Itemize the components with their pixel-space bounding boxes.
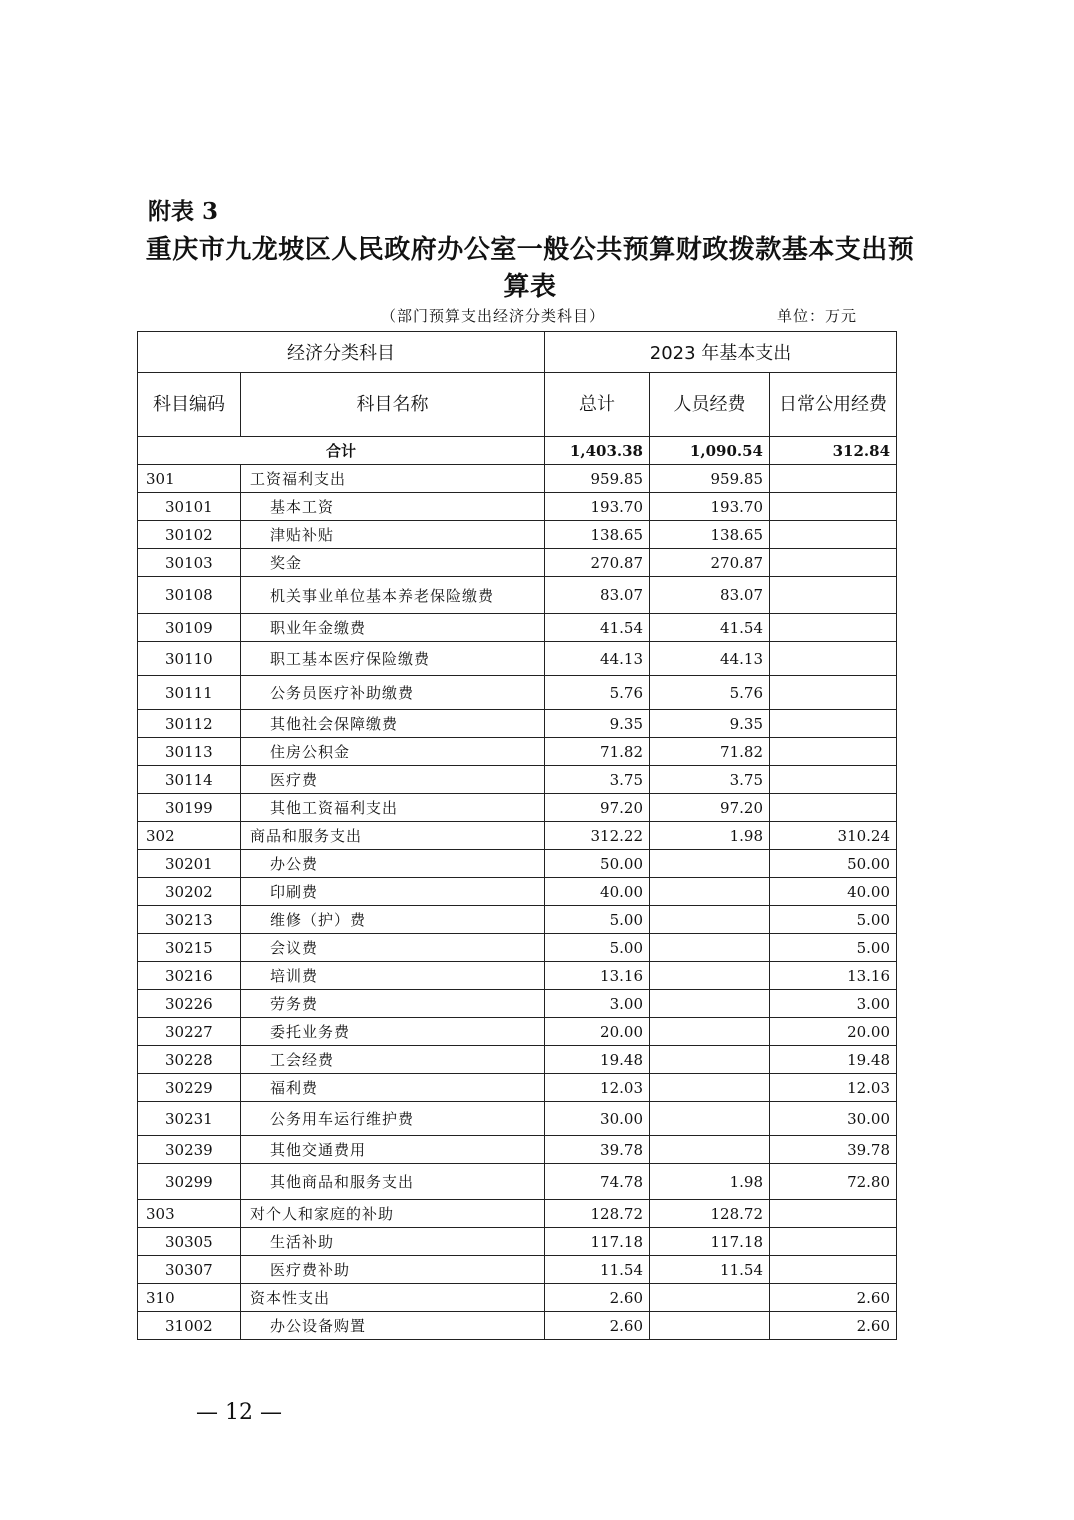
row-public: 19.48 — [770, 1046, 897, 1074]
row-total: 74.78 — [545, 1164, 650, 1200]
row-public: 13.16 — [770, 962, 897, 990]
row-total: 9.35 — [545, 710, 650, 738]
row-name: 委托业务费 — [241, 1018, 545, 1046]
row-code: 30108 — [138, 577, 241, 614]
row-public: 310.24 — [770, 822, 897, 850]
row-name: 办公费 — [241, 850, 545, 878]
row-personnel — [650, 1102, 770, 1136]
row-personnel — [650, 990, 770, 1018]
total-row — [138, 437, 897, 465]
row-total: 128.72 — [545, 1200, 650, 1228]
row-total: 117.18 — [545, 1228, 650, 1256]
row-personnel: 41.54 — [650, 614, 770, 642]
table-row — [138, 1018, 897, 1046]
row-public: 50.00 — [770, 850, 897, 878]
row-name: 会议费 — [241, 934, 545, 962]
row-name: 基本工资 — [241, 493, 545, 521]
header-econ-class: 经济分类科目 — [138, 332, 545, 373]
row-personnel — [650, 962, 770, 990]
row-personnel — [650, 1284, 770, 1312]
row-personnel — [650, 850, 770, 878]
row-name: 公务员医疗补助缴费 — [241, 676, 545, 710]
table-row — [138, 676, 897, 710]
row-total: 40.00 — [545, 878, 650, 906]
row-personnel: 193.70 — [650, 493, 770, 521]
row-total: 5.76 — [545, 676, 650, 710]
row-code: 30102 — [138, 521, 241, 549]
table-row — [138, 962, 897, 990]
row-code: 30227 — [138, 1018, 241, 1046]
row-code: 30216 — [138, 962, 241, 990]
row-total: 5.00 — [545, 934, 650, 962]
row-total: 312.22 — [545, 822, 650, 850]
row-personnel: 117.18 — [650, 1228, 770, 1256]
table-row — [138, 493, 897, 521]
row-code: 30215 — [138, 934, 241, 962]
row-code: 30111 — [138, 676, 241, 710]
annex-label: 附表 3 — [148, 198, 219, 225]
table-row — [138, 878, 897, 906]
row-personnel: 1.98 — [650, 1164, 770, 1200]
row-name: 其他商品和服务支出 — [241, 1164, 545, 1200]
row-total: 50.00 — [545, 850, 650, 878]
table-row — [138, 1136, 897, 1164]
table-row — [138, 710, 897, 738]
document-title-line1: 重庆市九龙坡区人民政府办公室一般公共预算财政拨款基本支出预 — [145, 235, 915, 265]
row-personnel: 138.65 — [650, 521, 770, 549]
row-name: 其他工资福利支出 — [241, 794, 545, 822]
row-personnel: 97.20 — [650, 794, 770, 822]
row-total: 2.60 — [545, 1284, 650, 1312]
table-row — [138, 1284, 897, 1312]
row-personnel — [650, 906, 770, 934]
row-code: 301 — [138, 465, 241, 493]
row-personnel — [650, 934, 770, 962]
row-total: 3.00 — [545, 990, 650, 1018]
row-public — [770, 642, 897, 676]
header-public: 日常公用经费 — [770, 373, 897, 437]
row-personnel: 1.98 — [650, 822, 770, 850]
row-name: 津贴补贴 — [241, 521, 545, 549]
row-code: 310 — [138, 1284, 241, 1312]
row-name: 住房公积金 — [241, 738, 545, 766]
row-total: 83.07 — [545, 577, 650, 614]
total-public: 312.84 — [770, 437, 897, 465]
row-personnel — [650, 1074, 770, 1102]
row-total: 959.85 — [545, 465, 650, 493]
row-personnel: 83.07 — [650, 577, 770, 614]
table-row — [138, 1046, 897, 1074]
row-public — [770, 549, 897, 577]
table-row — [138, 794, 897, 822]
row-code: 30239 — [138, 1136, 241, 1164]
row-total: 12.03 — [545, 1074, 650, 1102]
table-row — [138, 822, 897, 850]
row-name: 维修（护）费 — [241, 906, 545, 934]
table-row — [138, 1164, 897, 1200]
row-total: 44.13 — [545, 642, 650, 676]
row-personnel: 11.54 — [650, 1256, 770, 1284]
row-name: 商品和服务支出 — [241, 822, 545, 850]
row-personnel: 128.72 — [650, 1200, 770, 1228]
row-total: 71.82 — [545, 738, 650, 766]
total-label: 合计 — [138, 437, 545, 465]
header-code: 科目编码 — [138, 373, 241, 437]
row-name: 办公设备购置 — [241, 1312, 545, 1340]
table-row — [138, 766, 897, 794]
row-code: 303 — [138, 1200, 241, 1228]
table-row — [138, 738, 897, 766]
row-public: 39.78 — [770, 1136, 897, 1164]
row-code: 30199 — [138, 794, 241, 822]
row-public — [770, 766, 897, 794]
row-personnel: 9.35 — [650, 710, 770, 738]
table-row — [138, 614, 897, 642]
row-personnel: 959.85 — [650, 465, 770, 493]
row-public — [770, 465, 897, 493]
row-personnel: 71.82 — [650, 738, 770, 766]
document-title-line2: 算表 — [503, 272, 557, 302]
row-personnel: 270.87 — [650, 549, 770, 577]
total-personnel: 1,090.54 — [650, 437, 770, 465]
row-name: 公务用车运行维护费 — [241, 1102, 545, 1136]
row-public — [770, 1228, 897, 1256]
row-code: 31002 — [138, 1312, 241, 1340]
row-name: 奖金 — [241, 549, 545, 577]
table-row — [138, 1074, 897, 1102]
row-total: 11.54 — [545, 1256, 650, 1284]
row-total: 97.20 — [545, 794, 650, 822]
row-total: 19.48 — [545, 1046, 650, 1074]
row-name: 其他社会保障缴费 — [241, 710, 545, 738]
row-personnel — [650, 1046, 770, 1074]
row-public: 12.03 — [770, 1074, 897, 1102]
table-row — [138, 990, 897, 1018]
row-code: 30299 — [138, 1164, 241, 1200]
row-public — [770, 710, 897, 738]
row-public: 40.00 — [770, 878, 897, 906]
row-personnel — [650, 1136, 770, 1164]
row-name: 对个人和家庭的补助 — [241, 1200, 545, 1228]
row-public: 5.00 — [770, 934, 897, 962]
budget-table — [137, 331, 897, 1340]
row-name: 工会经费 — [241, 1046, 545, 1074]
row-name: 印刷费 — [241, 878, 545, 906]
row-total: 13.16 — [545, 962, 650, 990]
row-name: 机关事业单位基本养老保险缴费 — [241, 577, 545, 614]
row-public: 72.80 — [770, 1164, 897, 1200]
row-name: 医疗费补助 — [241, 1256, 545, 1284]
row-public — [770, 614, 897, 642]
row-name: 劳务费 — [241, 990, 545, 1018]
row-personnel — [650, 1312, 770, 1340]
row-code: 30213 — [138, 906, 241, 934]
row-code: 30113 — [138, 738, 241, 766]
subtitle-note: （部门预算支出经济分类科目） — [381, 307, 606, 325]
row-public — [770, 738, 897, 766]
row-public — [770, 794, 897, 822]
row-name: 医疗费 — [241, 766, 545, 794]
row-personnel — [650, 1018, 770, 1046]
row-code: 30110 — [138, 642, 241, 676]
table-row — [138, 1256, 897, 1284]
row-name: 其他交通费用 — [241, 1136, 545, 1164]
table-row — [138, 1200, 897, 1228]
row-personnel: 44.13 — [650, 642, 770, 676]
page-number: — 12 — — [196, 1400, 282, 1425]
table-row — [138, 1312, 897, 1340]
row-public: 5.00 — [770, 906, 897, 934]
row-code: 30101 — [138, 493, 241, 521]
table-row — [138, 906, 897, 934]
row-public: 20.00 — [770, 1018, 897, 1046]
row-public: 2.60 — [770, 1312, 897, 1340]
table-row — [138, 465, 897, 493]
row-name: 生活补助 — [241, 1228, 545, 1256]
table-row — [138, 577, 897, 614]
row-public — [770, 1256, 897, 1284]
row-name: 职工基本医疗保险缴费 — [241, 642, 545, 676]
row-name: 资本性支出 — [241, 1284, 545, 1312]
table-row — [138, 521, 897, 549]
row-code: 30103 — [138, 549, 241, 577]
row-code: 302 — [138, 822, 241, 850]
row-code: 30112 — [138, 710, 241, 738]
row-public — [770, 577, 897, 614]
row-code: 30305 — [138, 1228, 241, 1256]
row-total: 30.00 — [545, 1102, 650, 1136]
row-total: 193.70 — [545, 493, 650, 521]
total-total: 1,403.38 — [545, 437, 650, 465]
row-code: 30307 — [138, 1256, 241, 1284]
unit-label: 单位：万元 — [777, 307, 858, 325]
table-row — [138, 934, 897, 962]
row-public — [770, 676, 897, 710]
table-row — [138, 1102, 897, 1136]
header-name: 科目名称 — [241, 373, 545, 437]
row-code: 30109 — [138, 614, 241, 642]
row-personnel: 5.76 — [650, 676, 770, 710]
row-public: 3.00 — [770, 990, 897, 1018]
row-code: 30229 — [138, 1074, 241, 1102]
row-public — [770, 521, 897, 549]
row-total: 41.54 — [545, 614, 650, 642]
row-total: 39.78 — [545, 1136, 650, 1164]
row-public: 30.00 — [770, 1102, 897, 1136]
row-code: 30231 — [138, 1102, 241, 1136]
row-code: 30114 — [138, 766, 241, 794]
header-personnel: 人员经费 — [650, 373, 770, 437]
row-code: 30226 — [138, 990, 241, 1018]
header-year-basic: 2023 年基本支出 — [545, 332, 897, 373]
row-public — [770, 1200, 897, 1228]
table-row — [138, 642, 897, 676]
row-personnel — [650, 878, 770, 906]
row-code: 30228 — [138, 1046, 241, 1074]
row-public: 2.60 — [770, 1284, 897, 1312]
table-row — [138, 1228, 897, 1256]
header-total: 总计 — [545, 373, 650, 437]
row-name: 培训费 — [241, 962, 545, 990]
row-code: 30201 — [138, 850, 241, 878]
row-total: 3.75 — [545, 766, 650, 794]
row-total: 20.00 — [545, 1018, 650, 1046]
row-total: 138.65 — [545, 521, 650, 549]
row-total: 270.87 — [545, 549, 650, 577]
row-total: 5.00 — [545, 906, 650, 934]
table-row — [138, 850, 897, 878]
row-name: 职业年金缴费 — [241, 614, 545, 642]
row-name: 福利费 — [241, 1074, 545, 1102]
row-personnel: 3.75 — [650, 766, 770, 794]
row-name: 工资福利支出 — [241, 465, 545, 493]
row-public — [770, 493, 897, 521]
row-total: 2.60 — [545, 1312, 650, 1340]
row-code: 30202 — [138, 878, 241, 906]
table-row — [138, 549, 897, 577]
